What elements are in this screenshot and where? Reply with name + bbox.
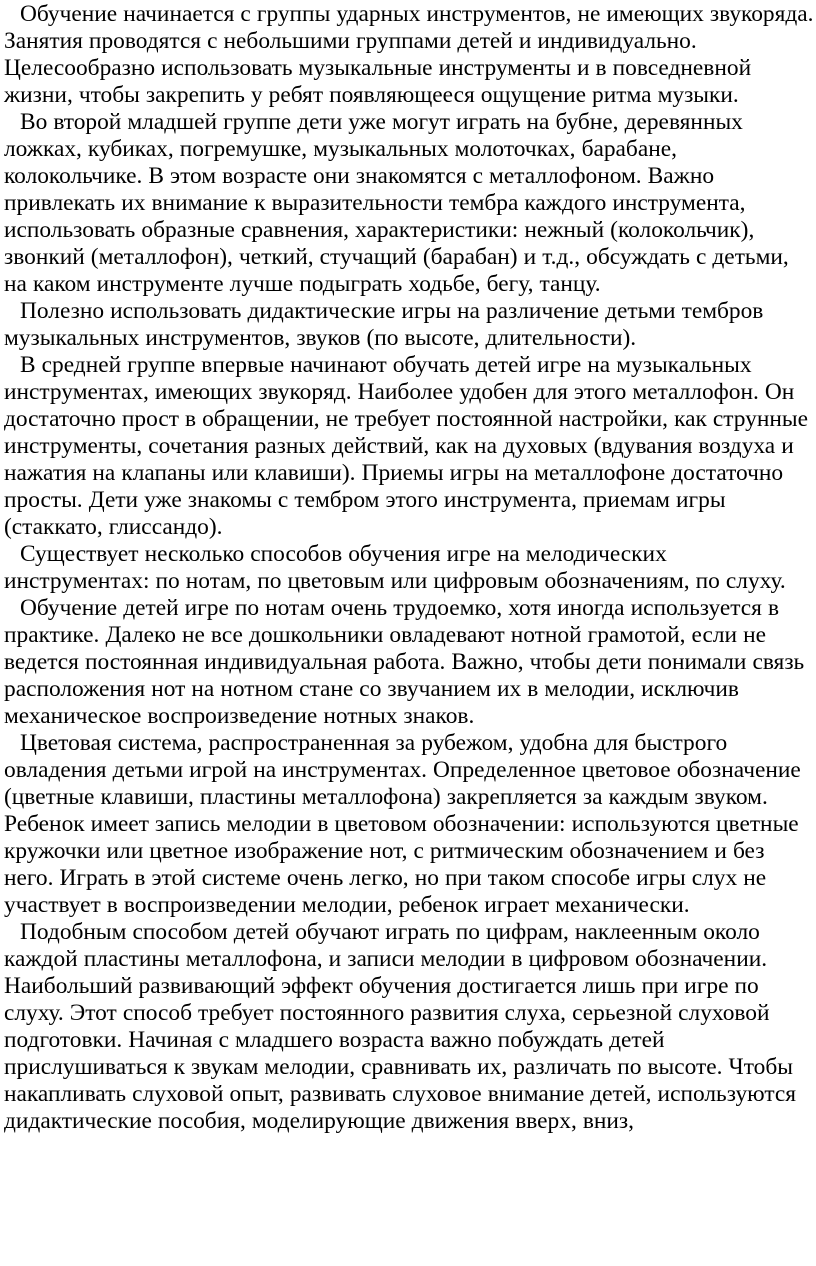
paragraph-second-junior-group: Во второй младшей группе дети уже могут играть на бубне, деревянных ложках, кубиках, погремушке, музыкальных молоточках, барабане, колокольчике. В этом возрасте они знакомятся с металлофоном. Важно привлекать их внимание к выразительности тембра каждого инструмента, использовать образные сравнения, характеристики: нежный (колокольчик), звонкий (металлофон), четкий, стучащий (барабан) и т.д., обсуждать с детьми, на каком инструменте лучше подыграть ходьбе, бегу, танцу. [4,109,789,297]
paragraph-number-system-and-ear: Подобным способом детей обучают играть по цифрам, наклеенным около каждой пластины металлофона, и записи мелодии в цифровом обозначении. Наибольший развивающий эффект обучения достигается лишь при игре по слуху. Этот способ требует постоянного развития слуха, серьезной слуховой подготовки. Начиная с младшего возраста важно побуждать детей прислушиваться к звукам мелодии, сравнивать их, различать по высоте. Чтобы накапливать слуховой опыт, развивать слуховое внимание детей, используются дидактические пособия, моделирующие движения вверх, вниз, [4,919,796,1134]
paragraph-teaching-methods: Существует несколько способов обучения игре на мелодических инструментах: по нотам, по цветовым или цифровым обозначениям, по слуху. [4,541,786,594]
paragraph-didactic-games: Полезно использовать дидактические игры на различение детьми тембров музыкальных инструментов, звуков (по высоте, длительности). [4,298,764,351]
paragraph-color-system: Цветовая система, распространенная за рубежом, удобна для быстрого овладения детьми игрой на инструментах. Определенное цветовое обозначение (цветные клавиши, пластины металлофона) закрепляется за каждым звуком. Ребенок имеет запись мелодии в цветовом обозначении: используются цветные кружочки или цветное изображение нот, с ритмическим обозначением и без него. Играть в этой системе очень легко, но при таком способе игры слух не участвует в воспроизведении мелодии, ребенок играет механически. [4,730,801,918]
paragraph-middle-group-metallophone: В средней группе впервые начинают обучать детей игре на музыкальных инструментах, имеющих звукоряд. Наиболее удобен для этого металлофон. Он достаточно прост в обращении, не требует постоянной настройки, как струнные инструменты, сочетания разных действий, как на духовых (вдувания воздуха и нажатия на клапаны или клавиши). Приемы игры на металлофоне достаточно просты. Дети уже знакомы с тембром этого инструмента, приемам игры (стаккато, глиссандо). [4,352,808,540]
paragraph-percussion-intro: Обучение начинается с группы ударных инструментов, не имеющих звукоряда. Занятия проводятся с небольшими группами детей и индивидуально. Целесообразно использовать музыкальные инструменты и в повседневной жизни, чтобы закрепить у ребят появляющееся ощущение ритма музыки. [4,1,814,108]
paragraph-sheet-music-method: Обучение детей игре по нотам очень трудоемко, хотя иногда используется в практике. Далеко не все дошкольники овладевают нотной грамотой, если не ведется постоянная индивидуальная работа. Важно, чтобы дети понимали связь расположения нот на нотном стане со звучанием их в мелодии, исключив механическое воспроизведение нотных знаков. [4,595,805,729]
